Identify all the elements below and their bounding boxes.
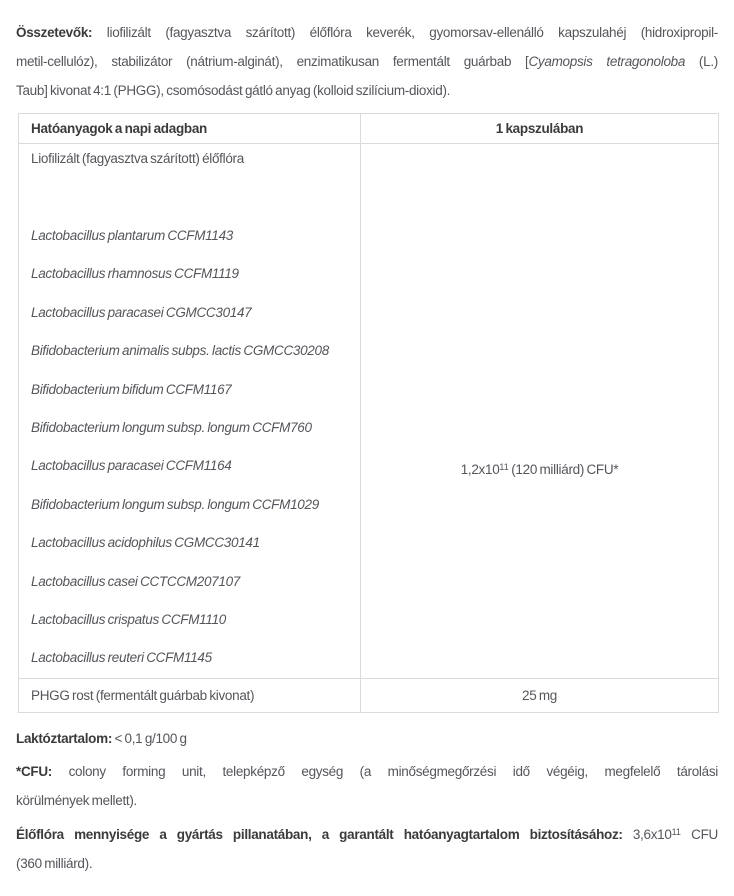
active-ingredients-table [18, 113, 719, 713]
flora-ingredient-cell [19, 144, 361, 679]
phgg-ingredient-cell: PHGG rost (fermentált guárbab kivonat) [19, 679, 361, 713]
phgg-row [19, 679, 719, 713]
column-header-per-capsule: 1 kapszulában [361, 114, 719, 144]
flora-quantity-rest: CFU [680, 827, 719, 842]
flora-quantity-exponent: 11 [671, 827, 681, 837]
cfu-amount-base: 1,2x10 [460, 462, 500, 477]
intro-line-1 [16, 18, 718, 47]
table-header-row [19, 114, 719, 144]
strain-item: Lactobacillus reuteri CCFM1145 [31, 650, 212, 666]
flora-quantity-line-2: (360 milliárd). [16, 856, 93, 871]
latin-species-name: Cyamopsis tetragonoloba [528, 54, 686, 69]
intro-line-3: Taub] kivonat 4:1 (PHGG), csomósodást gátló anyag (kolloid szilícium-dioxid). [16, 83, 451, 98]
strain-item: Lactobacillus paracasei CGMCC30147 [31, 304, 252, 320]
cfu-footnote-line-2: körülmények mellett). [16, 793, 137, 808]
lactose-value: < 0,1 g/100 g [112, 731, 187, 746]
column-header-ingredients: Hatóanyagok a napi adagban [19, 114, 361, 144]
cfu-footnote-text: colony forming unit, telepképző egység (a minőségmegőrzési idő végéig, megfelelő tárolási [52, 764, 718, 779]
flora-quantity-line-1 [16, 818, 718, 849]
strain-item: Lactobacillus plantarum CCFM1143 [31, 228, 234, 243]
strain-item: Bifidobacterium longum subsp. longum CCFM1029 [31, 496, 319, 512]
strain-item: Lactobacillus acidophilus CGMCC30141 [31, 535, 260, 551]
strain-item: Bifidobacterium animalis subps. lactis CGMCC30208 [31, 343, 329, 359]
cfu-footnote-line-1 [16, 757, 718, 786]
lactose-label: Laktóztartalom: [16, 731, 113, 746]
phgg-amount-cell: 25 mg [361, 679, 719, 713]
cfu-amount-exponent: 11 [499, 462, 509, 472]
strain-item: Lactobacillus crispatus CCFM1110 [31, 612, 226, 628]
cfu-amount-rest: (120 milliárd) CFU* [508, 462, 619, 477]
strain-item: Lactobacillus casei CCTCCM207107 [31, 573, 241, 589]
flora-gap [31, 170, 348, 217]
intro-line-2-end: (L.) [685, 54, 718, 69]
lactose-content-line [16, 728, 718, 750]
intro-line-1-text: liofilizált (fagyasztva szárított) élőflóra keverék, gyomorsav-ellenálló kapszulahéj (hidroxipropil- [92, 25, 718, 40]
cfu-footnote [16, 757, 718, 815]
flora-amount-cell [361, 144, 719, 679]
cfu-footnote-label: *CFU: [16, 764, 52, 779]
flora-quantity-label: Élőflóra mennyisége a gyártás pillanatában, a garantált hatóanyagtartalom biztosításához: [16, 827, 623, 842]
intro-line-2 [16, 47, 718, 76]
intro-line-2-text: metil-cellulóz), stabilizátor (nátrium-alginát), enzimatikusan fermentált guárbab [ [16, 54, 529, 69]
flora-quantity-note [16, 818, 718, 878]
flora-quantity-base: 3,6x10 [622, 827, 672, 842]
strain-item: Bifidobacterium longum subsp. longum CCFM760 [31, 420, 312, 436]
flora-title: Liofilizált (fagyasztva szárított) élőflóra [31, 151, 244, 166]
flora-row [19, 144, 719, 679]
intro-label: Összetevők: [16, 25, 93, 40]
strain-item: Lactobacillus rhamnosus CCFM1119 [31, 266, 239, 282]
strain-item: Lactobacillus paracasei CCFM1164 [31, 458, 232, 474]
ingredients-intro [16, 18, 718, 105]
strain-item: Bifidobacterium bifidum CCFM1167 [31, 381, 232, 397]
